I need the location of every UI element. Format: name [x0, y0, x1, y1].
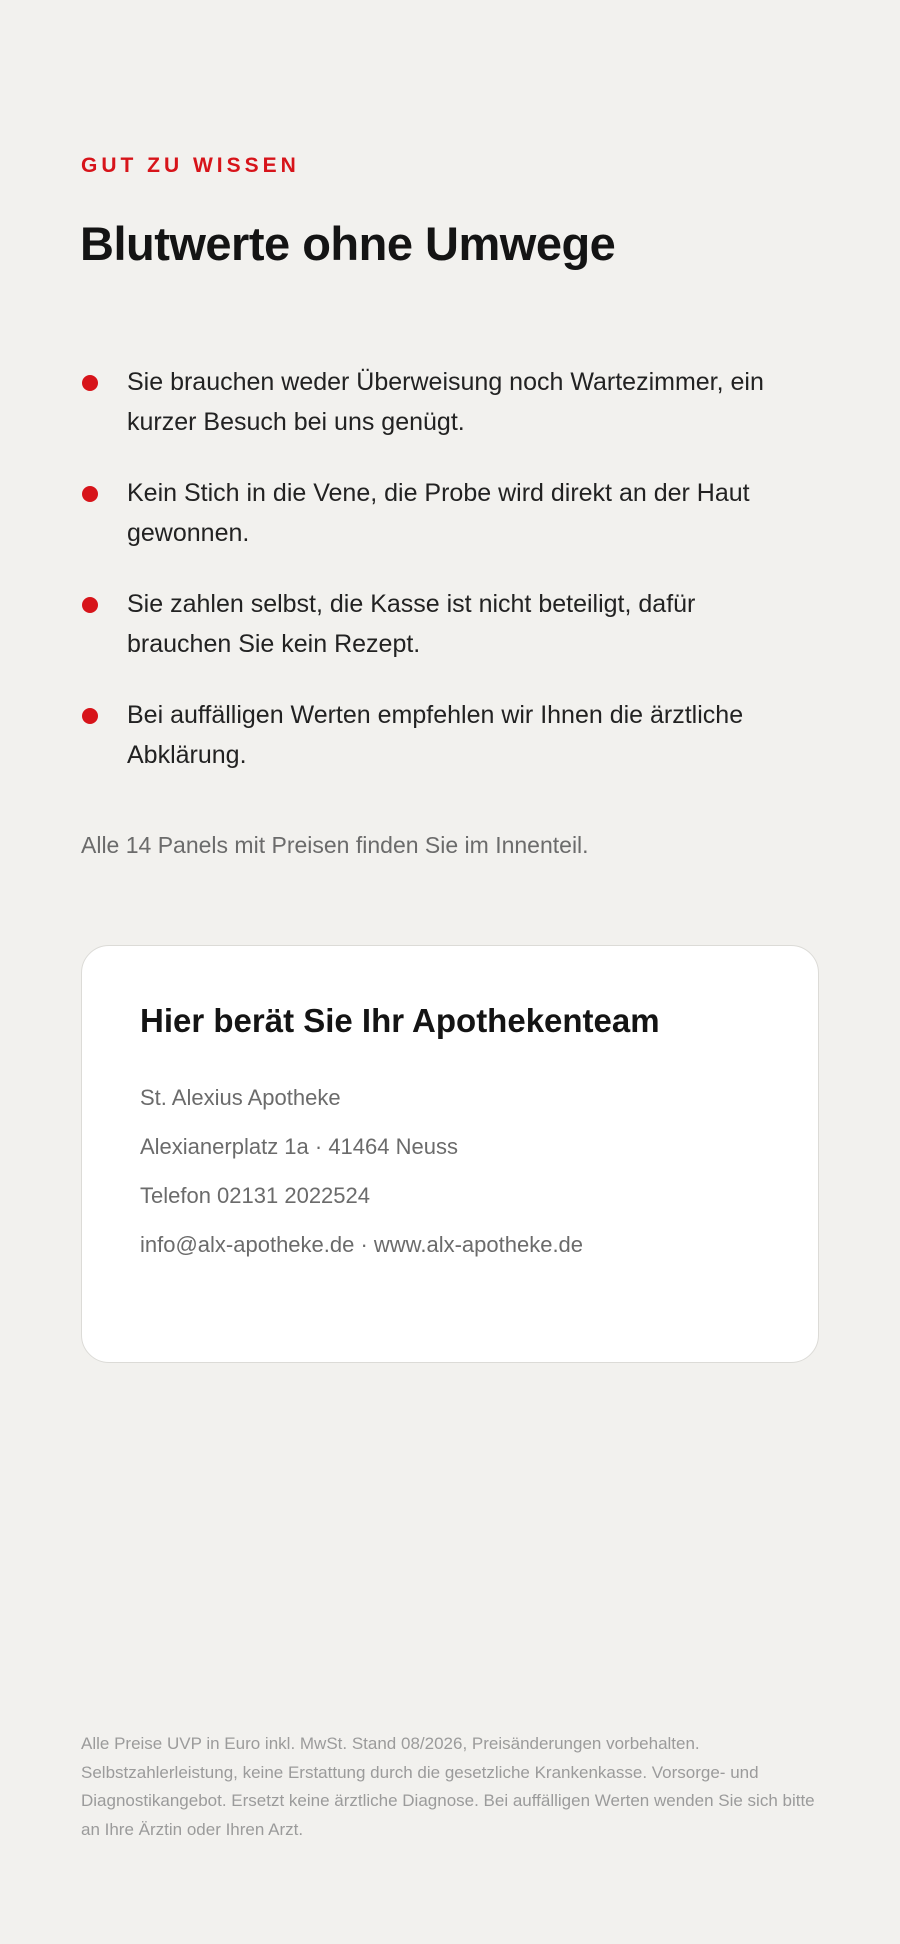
list-item	[81, 584, 801, 664]
pharmacy-address: Alexianerplatz 1a · 41464 Neuss	[140, 1134, 458, 1159]
list-item-text: Sie zahlen selbst, die Kasse ist nicht beteiligt, dafür brauchen Sie kein Rezept.	[127, 590, 696, 658]
contact-details	[140, 1084, 583, 1280]
legal-footnote: Alle Preise UVP in Euro inkl. MwSt. Stand 08/2026, Preisänderungen vorbehalten. Selbstzahlerleistung, keine Erstattung durch die gesetzliche Krankenkasse. Vorsorge- und Diagnostikangebot. Ersetzt keine ärztliche Diagnose. Bei auffälligen Werten wenden Sie sich bitte an Ihre Ärztin oder Ihren Arzt.	[81, 1734, 815, 1839]
contact-card	[81, 945, 819, 1363]
page-title: Blutwerte ohne Umwege	[80, 217, 616, 270]
section-eyebrow: GUT ZU WISSEN	[81, 154, 300, 177]
list-item-text: Bei auffälligen Werten empfehlen wir Ihnen die ärztliche Abklärung.	[127, 701, 744, 769]
pharmacy-name: St. Alexius Apotheke	[140, 1085, 341, 1110]
list-item	[81, 695, 801, 775]
benefits-list	[81, 362, 801, 806]
pharmacy-phone: Telefon 02131 2022524	[140, 1183, 370, 1208]
bullet-dot-icon	[82, 375, 98, 391]
panels-note: Alle 14 Panels mit Preisen finden Sie im Innenteil.	[81, 832, 589, 858]
pharmacy-web: info@alx-apotheke.de · www.alx-apotheke.de	[140, 1232, 584, 1257]
list-item	[81, 473, 801, 553]
bullet-dot-icon	[82, 486, 98, 502]
list-item-text: Sie brauchen weder Überweisung noch Wartezimmer, ein kurzer Besuch bei uns genügt.	[127, 368, 764, 436]
list-item-text: Kein Stich in die Vene, die Probe wird direkt an der Haut gewonnen.	[127, 479, 750, 547]
bullet-dot-icon	[82, 597, 98, 613]
bullet-dot-icon	[82, 708, 98, 724]
contact-card-title: Hier berät Sie Ihr Apothekenteam	[140, 1002, 660, 1039]
list-item	[81, 362, 801, 442]
